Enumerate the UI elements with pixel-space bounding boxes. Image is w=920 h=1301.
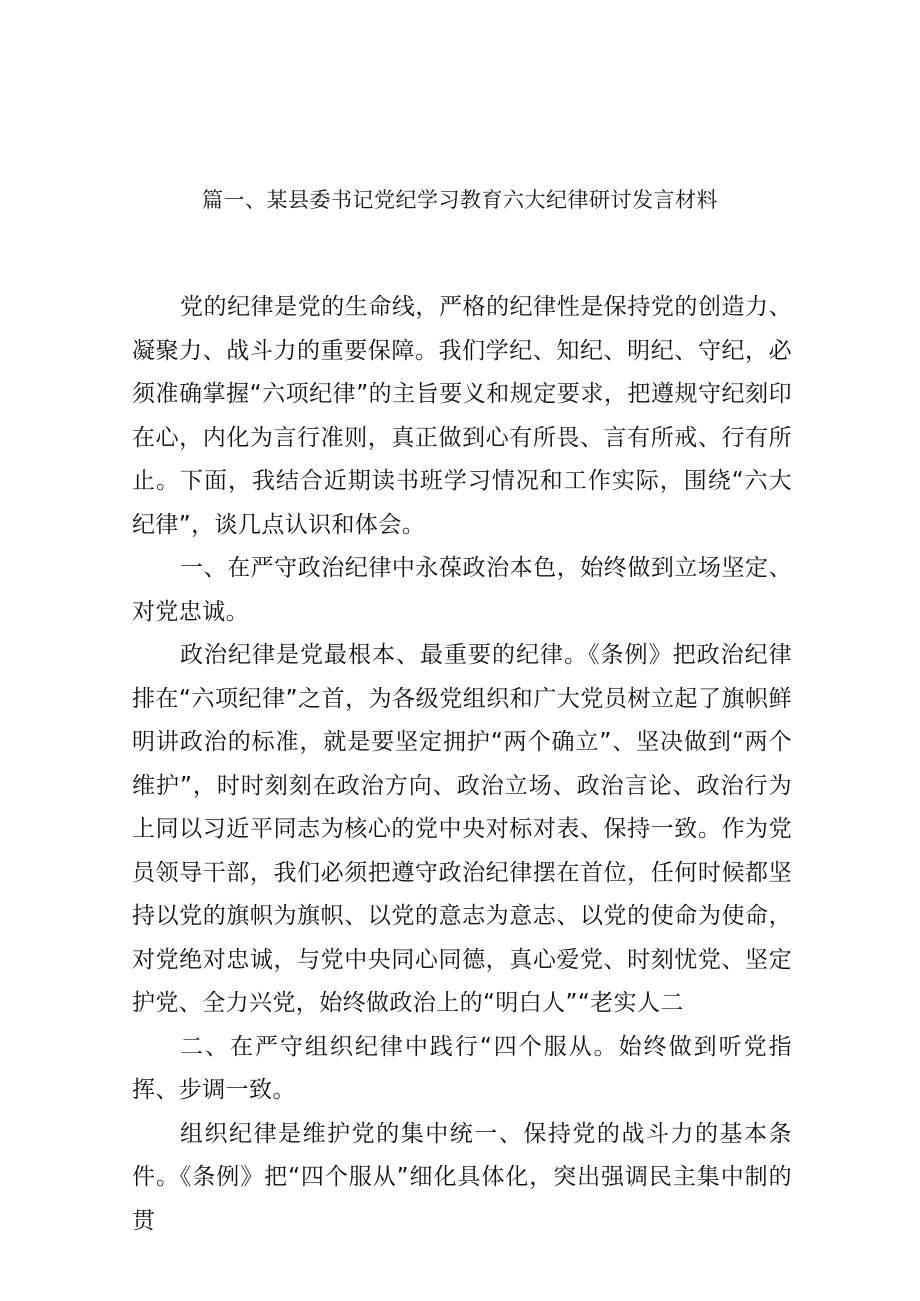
section-heading-political-discipline: 一、在严守政治纪律中永葆政治本色，始终做到立场坚定、对党忠诚。 <box>132 555 792 625</box>
paragraph-organizational-discipline: 组织纪律是维护党的集中统一、保持党的战斗力的基本条件。《条例》把“四个服从”细化具体化，突出强调民主集中制的贯 <box>132 1120 792 1234</box>
paragraph-political-discipline: 政治纪律是党最根本、最重要的纪律。《条例》把政治纪律排在“六项纪律”之首，为各级党组织和广大党员树立起了旗帜鲜明讲政治的标准，就是要坚定拥护“两个确立”、坚决做到“两个维护”，时时刻刻在政治方向、政治立场、政治言论、政治行为上同以习近平同志为核心的党中央对标对表、保持一致。作为党员领导干部，我们必须把遵守政治纪律摆在首位，任何时候都坚持以党的旗帜为旗帜、以党的意志为意志、以党的使命为使命，对党绝对忠诚，与党中央同心同德，真心爱党、时刻忧党、坚定护党、全力兴党，始终做政治上的“明白人”“老实人二 <box>132 642 792 1016</box>
section-heading-organizational-discipline: 二、在严守组织纪律中践行“四个服从。始终做到听党指挥、步调一致。 <box>132 1033 792 1103</box>
document-body <box>132 286 792 1243</box>
document-title: 篇一、某县委书记党纪学习教育六大纪律研讨发言材料 <box>202 188 718 212</box>
paragraph-intro: 党的纪律是党的生命线，严格的纪律性是保持党的创造力、凝聚力、战斗力的重要保障。我们学纪、知纪、明纪、守纪，必须准确掌握“六项纪律”的主旨要义和规定要求，把遵规守纪刻印在心，内化为言行准则，真正做到心有所畏、言有所戒、行有所止。下面，我结合近期读书班学习情况和工作实际，围绕“六大纪律”，谈几点认识和体会。 <box>132 294 792 538</box>
